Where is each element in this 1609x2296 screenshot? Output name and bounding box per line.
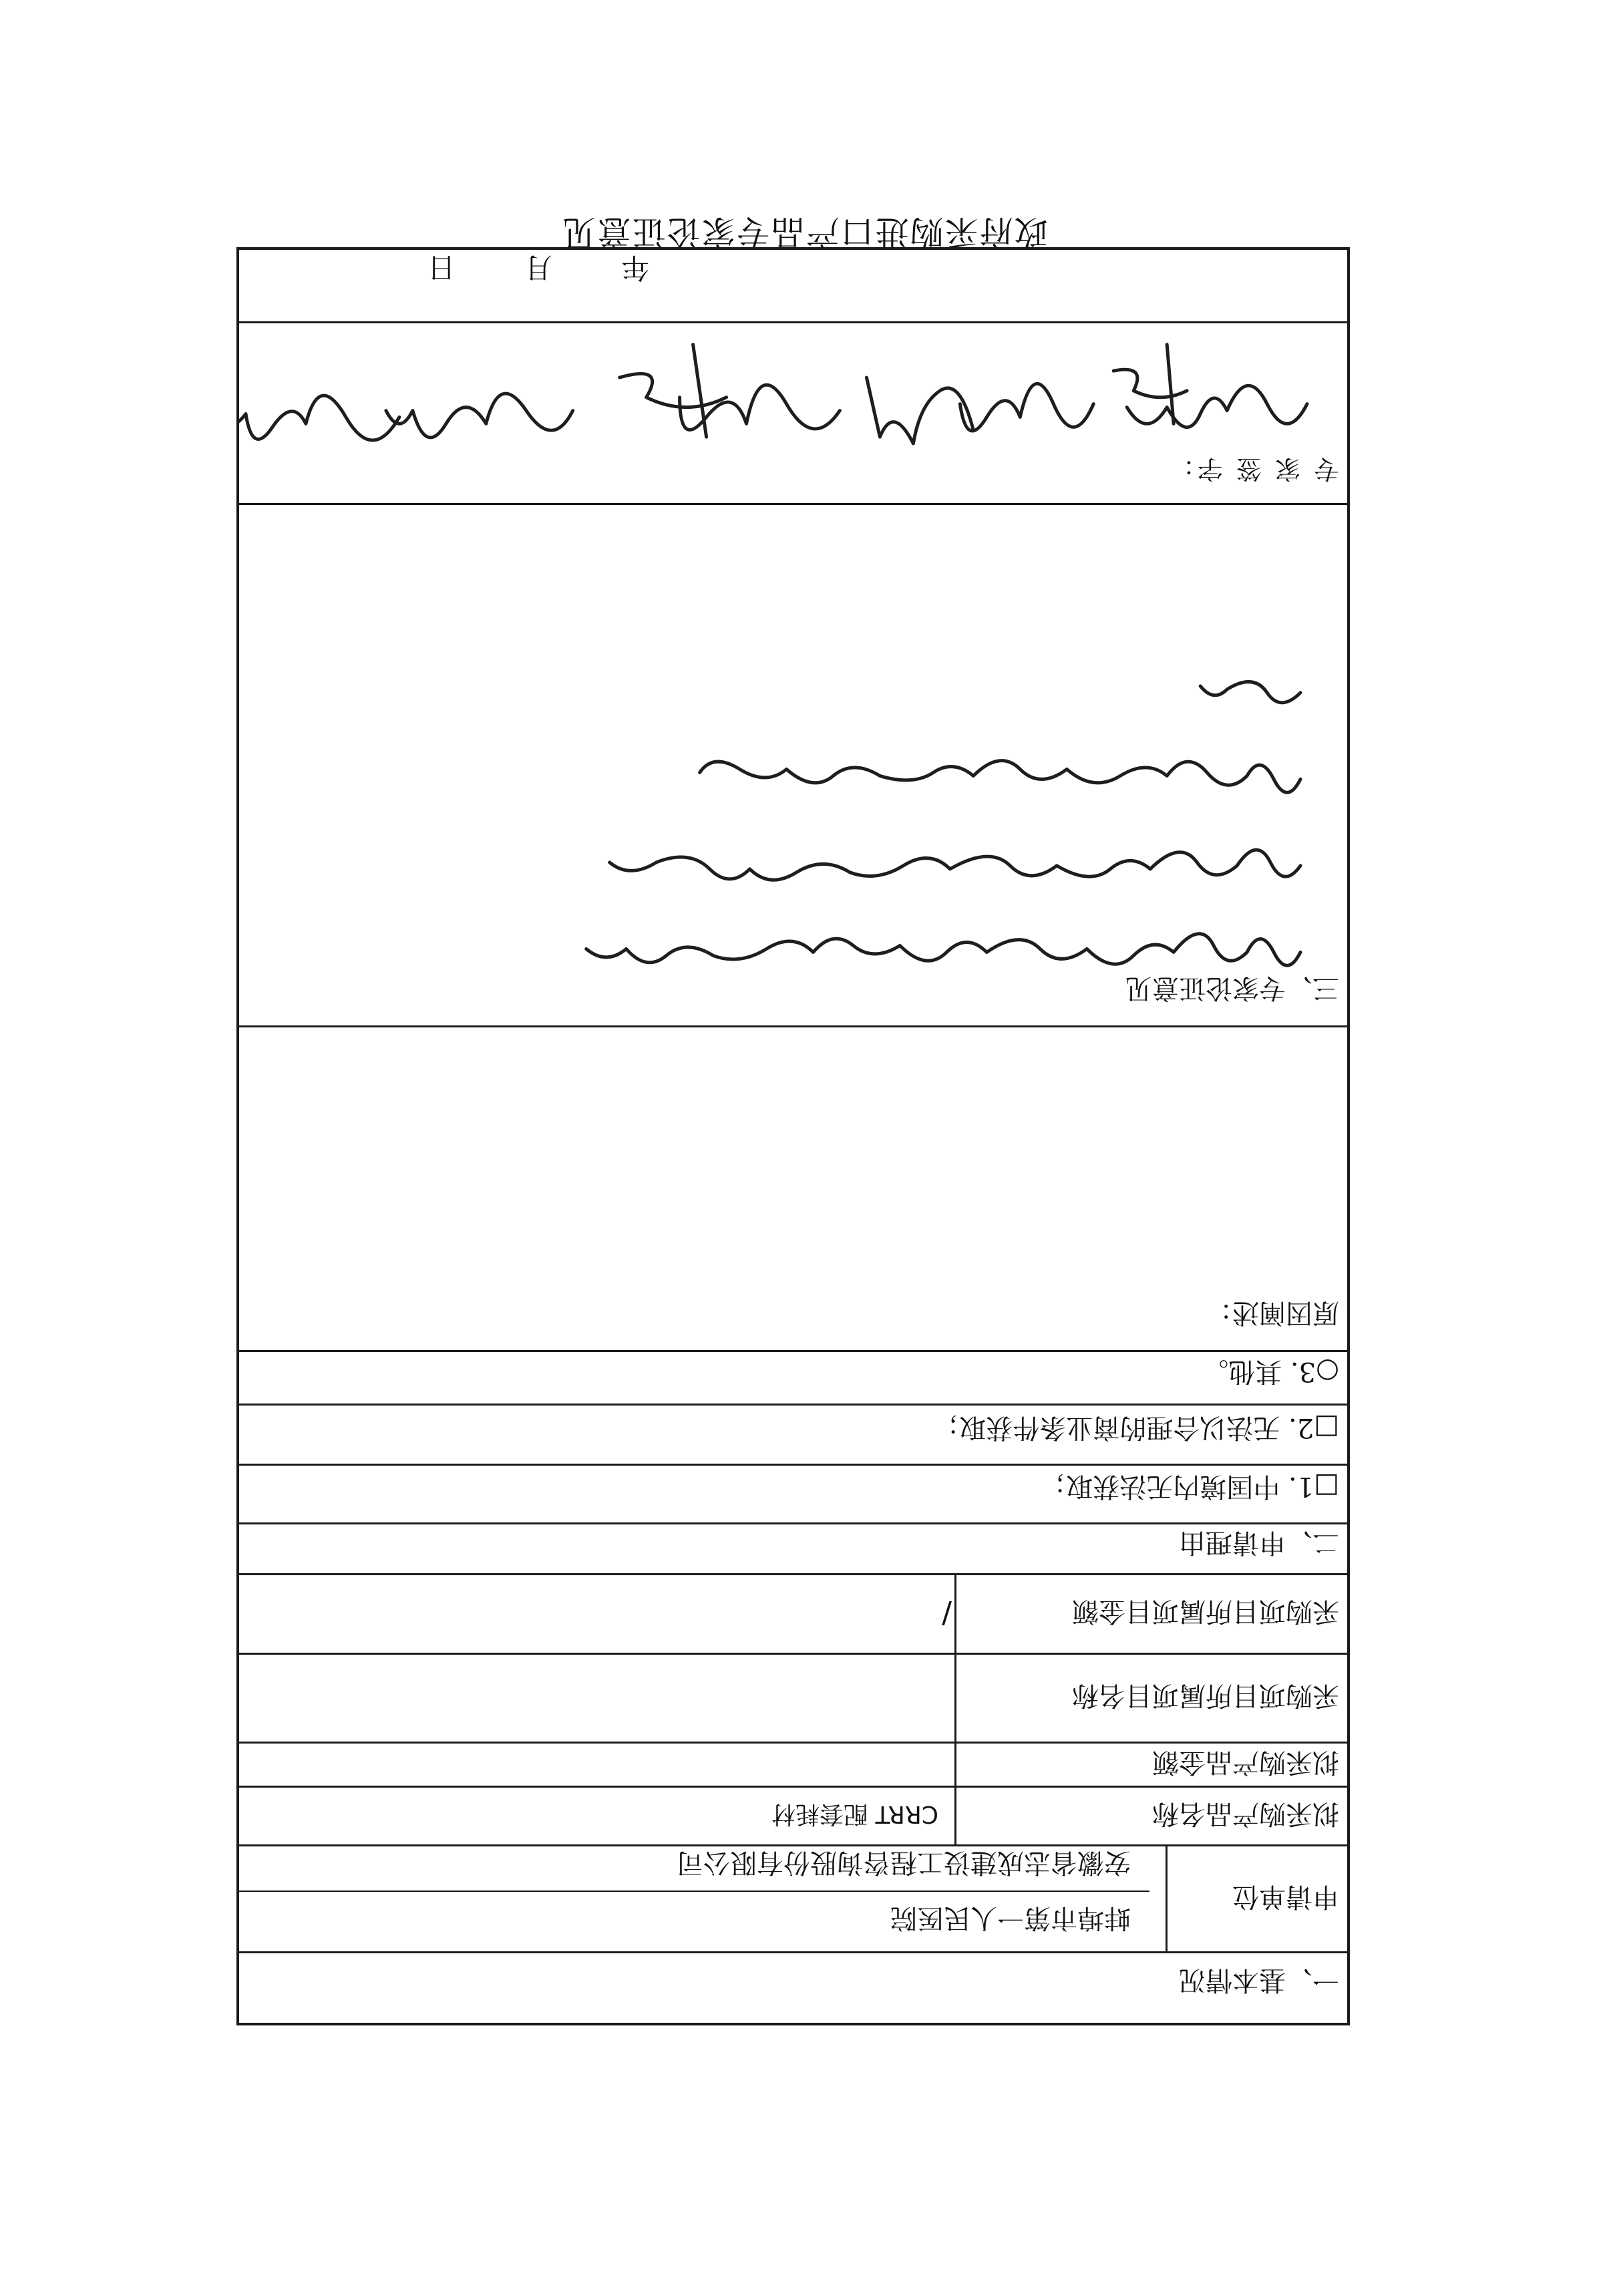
opinion-form	[236, 247, 1350, 2025]
product-name-row	[239, 1786, 1347, 1844]
product-name-value: CRRT 配套耗材	[771, 1800, 938, 1828]
date-day: 日	[424, 251, 456, 284]
project-name-row	[239, 1653, 1347, 1742]
reason-option1-row	[239, 1464, 1347, 1522]
date-month: 月	[521, 251, 552, 284]
project-name-value	[239, 1655, 954, 1742]
reason-option1: □1. 中国境内无法获取；	[1039, 1471, 1339, 1502]
section1-heading-row	[239, 1951, 1347, 2023]
applicant-row	[239, 1844, 1347, 1951]
handwritten-opinion-scribble	[239, 505, 1347, 1025]
expert-signatures	[239, 323, 1347, 503]
reason-option2-row	[239, 1404, 1347, 1464]
product-amount-value	[239, 1744, 954, 1786]
reason-option2: □2. 无法以合理的商业条件获取；	[932, 1412, 1339, 1443]
section2-heading-row	[239, 1522, 1347, 1573]
reason-detail-row	[239, 1025, 1347, 1350]
reason-label: 原因阐述：	[1206, 1297, 1339, 1328]
expert-opinion-row	[239, 503, 1347, 1025]
applicant-inner-divider	[239, 1891, 1149, 1892]
applicant-label: 申请单位	[1166, 1846, 1347, 1951]
product-amount-label: 拟采购产品金额	[954, 1744, 1347, 1786]
date-year: 年	[618, 251, 649, 284]
signature-label: 专 家 签 字：	[1166, 454, 1339, 484]
project-name-label: 采购项目所属项目名称	[954, 1655, 1347, 1742]
product-name-label: 拟采购产品名称	[954, 1788, 1347, 1844]
project-amount-label: 采购项目所属项目金额	[954, 1575, 1347, 1653]
applicant-value-2: 安徽省志成建设工程咨询股份有限公司	[677, 1847, 1131, 1878]
applicant-value-1: 蚌埠市第一人民医院	[890, 1903, 1131, 1933]
product-amount-row	[239, 1742, 1347, 1786]
document-title: 政府采购进口产品专家论证意见	[561, 212, 1048, 251]
reason-option3-row	[239, 1350, 1347, 1404]
date-row	[239, 244, 1347, 321]
applicant-value	[239, 1834, 1166, 1951]
section3-heading: 三、专家论证意见	[1125, 973, 1339, 1003]
project-amount-value: /	[942, 1597, 952, 1631]
expert-signature-row	[239, 321, 1347, 503]
section1-heading: 一、基本情况	[1179, 1965, 1339, 1995]
reason-option3: ○3. 其他。	[1202, 1356, 1339, 1387]
project-amount-row	[239, 1573, 1347, 1653]
section2-heading: 二、申请理由	[1179, 1527, 1339, 1558]
